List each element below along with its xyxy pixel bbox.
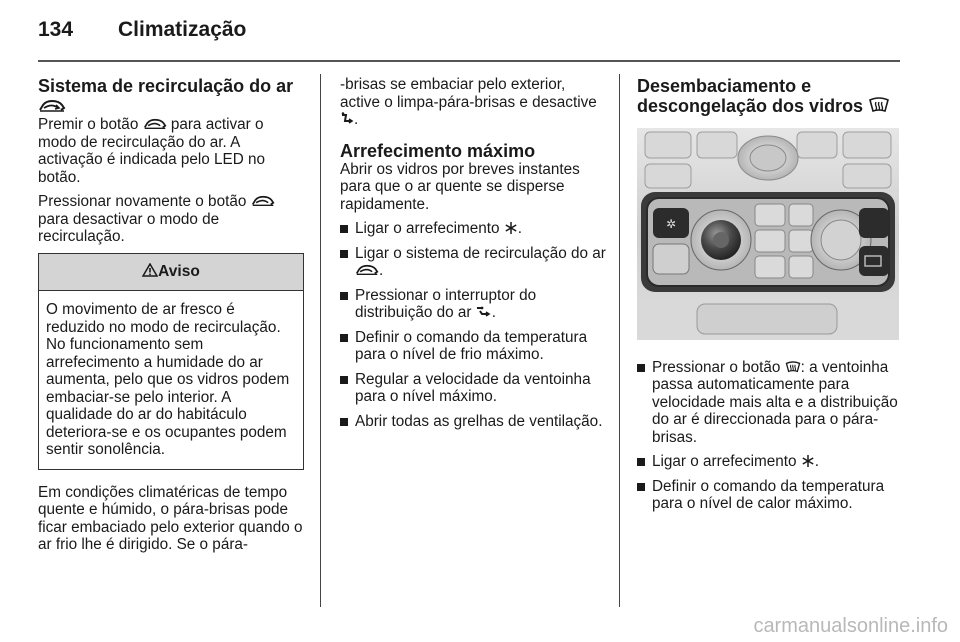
warning-box (38, 253, 304, 470)
paragraph: Em condições climatéricas de tempo quente e húmido, o pára-brisas pode ficar embaciado pelo exterior quando o ar frio lhe é dirigido. Se o pára- (38, 483, 303, 553)
list-item: Definir o comando da temperatura para o nível de frio máximo. (340, 329, 608, 364)
list-item: Ligar o sistema de recirculação do ar . (340, 245, 608, 280)
chapter-title: Climatização (118, 18, 247, 41)
footer-watermark: carmanualsonline.info (753, 615, 948, 637)
column-1 (38, 76, 304, 561)
warning-text: O movimento de ar fresco é reduzido no modo de recirculação. No funcionamento sem arrefecimento a humidade do ar aumenta, pelo que os vidros podem embaciar-se pelo interior. A qualidade do ar do habitáculo deteriora-se e os ocupantes podem sentir sonolência. (46, 301, 290, 458)
air-distribution-icon (476, 305, 492, 318)
warning-icon (142, 263, 158, 277)
column-divider (619, 74, 620, 607)
list-item: Definir o comando da temperatura para o nível de calor máximo. (637, 478, 905, 513)
section-title-recirculation: Sistema de recirculação do ar (38, 76, 304, 116)
bullet-list (340, 220, 608, 430)
list-item: Abrir todas as grelhas de ventilação. (340, 413, 608, 431)
paragraph: Abrir os vidros por breves instantes para que o ar quente se disperse rapidamente. (340, 160, 580, 213)
snowflake-icon (504, 221, 518, 235)
header-rule (38, 60, 900, 62)
column-3 (637, 76, 905, 520)
bullet-list (637, 359, 905, 513)
list-item: Ligar o arrefecimento . (340, 220, 608, 238)
snowflake-icon (801, 454, 815, 468)
column-divider (320, 74, 321, 607)
paragraph: -brisas se embaciar pelo exterior, active o limpa-pára-brisas e desactive . (340, 76, 597, 128)
climate-control-panel-photo (637, 128, 899, 340)
warning-header: Aviso (39, 254, 303, 292)
recirculation-icon (38, 99, 66, 113)
windscreen-defrost-icon (868, 96, 890, 114)
windscreen-defrost-icon (785, 360, 801, 374)
section-title-defrost: Desembaciamento e descongelação dos vidros (637, 76, 905, 116)
recirculation-icon (251, 195, 275, 207)
list-item: Regular a velocidade da ventoinha para o nível máximo. (340, 371, 608, 406)
section-title-max-cooling: Arrefecimento máximo (340, 140, 536, 161)
page-header (38, 18, 900, 58)
recirculation-icon (143, 118, 167, 130)
list-item: Pressionar o botão : a ventoinha passa automaticamente para velocidade mais alta e a distribuição do ar é direccionada para o pára-brisas. (637, 359, 905, 447)
column-2 (340, 76, 608, 437)
list-item: Ligar o arrefecimento . (637, 453, 905, 471)
air-distribution-icon (340, 112, 354, 125)
paragraph: Premir o botão para activar o modo de recirculação do ar. A activação é indicada pelo LED no botão. (38, 116, 266, 186)
page-number: 134 (38, 18, 74, 41)
paragraph: Pressionar novamente o botão para desactivar o modo de recirculação. (38, 193, 304, 246)
list-item: Pressionar o interruptor do distribuição do ar . (340, 287, 608, 322)
recirculation-icon (355, 264, 379, 276)
svg-text:✲: ✲ (665, 217, 677, 231)
